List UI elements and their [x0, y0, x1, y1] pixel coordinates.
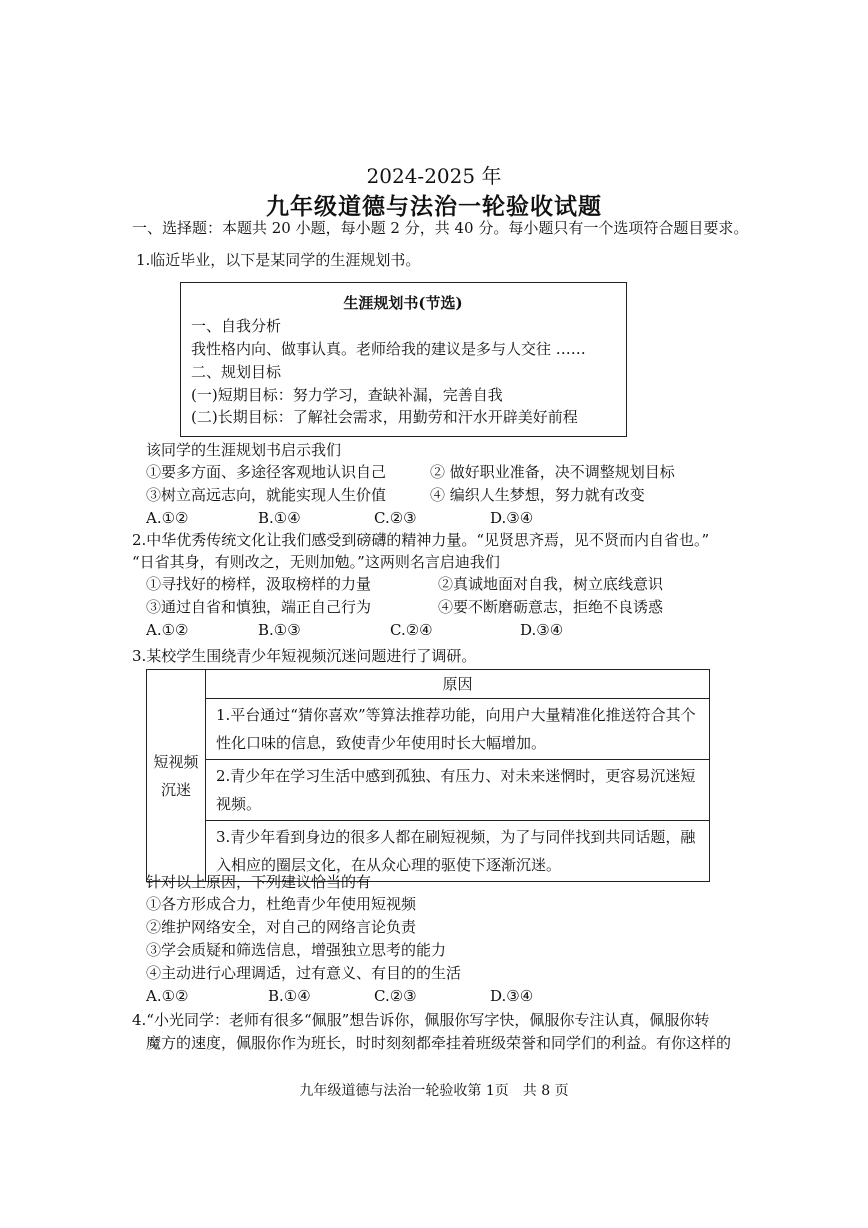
q3-statement: ④主动进行心理调适，过有意义、有目的的生活	[146, 964, 462, 982]
exam-year: 2024-2025 年	[366, 164, 502, 188]
q3-table-header: 原因	[206, 670, 710, 699]
q3-survey-table	[146, 669, 710, 882]
q3-prompt: 针对以上原因，下列建议恰当的有	[146, 873, 372, 891]
q2-stem-line2: “日省其身，有则改之，无则加勉。”这两则名言启迪我们	[132, 553, 500, 571]
q1-option-a: A.①②	[146, 509, 189, 527]
q1-box-line: (二)长期目标：了解社会需求，用勤劳和汗水开辟美好前程	[191, 408, 578, 426]
q3-table-reason: 2.青少年在学习生活中感到孤独、有压力、对未来迷惘时，更容易沉迷短视频。	[206, 760, 710, 821]
q3-statement: ②维护网络安全，对自己的网络言论负责	[146, 918, 417, 936]
q1-statement: ④ 编织人生梦想，努力就有改变	[430, 486, 645, 504]
q3-stem: 3.某校学生围绕青少年短视频沉迷问题进行了调研。	[132, 647, 477, 665]
q3-option-d: D.③④	[490, 987, 534, 1005]
q4-line2: 魔方的速度，佩服你作为班长，时时刻刻都牵挂着班级荣誉和同学们的利益。有你这样的	[146, 1034, 732, 1052]
q1-box-line: 二、规划目标	[191, 363, 282, 381]
q2-statement: ②真诚地面对自我，树立底线意识	[438, 575, 664, 593]
q3-option-c: C.②③	[374, 987, 417, 1005]
q2-statement: ④要不断磨砺意志，拒绝不良诱惑	[438, 598, 664, 616]
q2-statement: ③通过自省和慎独，端正自己行为	[146, 598, 372, 616]
q4-line1: 4.“小光同学：老师有很多“佩服”想告诉你，佩服你写字快，佩服你专注认真，佩服你转	[132, 1011, 710, 1029]
page-footer: 九年级道德与法治一轮验收第 1页 共 8 页	[299, 1083, 569, 1099]
q1-option-d: D.③④	[490, 509, 534, 527]
q3-table-row-label: 短视频沉迷	[147, 670, 206, 882]
q3-option-b: B.①④	[268, 987, 311, 1005]
q3-option-a: A.①②	[146, 987, 189, 1005]
q1-option-c: C.②③	[374, 509, 417, 527]
q3-statement: ①各方形成合力，杜绝青少年使用短视频	[146, 895, 417, 913]
exam-title: 九年级道德与法治一轮验收试题	[266, 193, 602, 220]
q2-statement: ①寻找好的榜样，汲取榜样的力量	[146, 575, 372, 593]
q2-option-c: C.②④	[390, 621, 433, 639]
q1-career-plan-box	[180, 282, 627, 437]
q1-box-line: 一、自我分析	[191, 317, 282, 335]
q1-option-b: B.①④	[258, 509, 301, 527]
q1-stem: 1.临近毕业，以下是某同学的生涯规划书。	[136, 251, 421, 269]
q3-statement: ③学会质疑和筛选信息，增强独立思考的能力	[146, 941, 447, 959]
q1-box-line: 我性格内向、做事认真。老师给我的建议是多与人交往 ……	[191, 340, 586, 358]
q1-statement: ①要多方面、多途径客观地认识自己	[146, 463, 387, 481]
q1-prompt: 该同学的生涯规划书启示我们	[146, 441, 342, 459]
q3-table-reason: 3.青少年看到身边的很多人都在刷短视频，为了与同伴找到共同话题，融入相应的圈层文化，在从众心理的驱使下逐渐沉迷。	[206, 821, 710, 882]
q1-box-line: (一)短期目标：努力学习，查缺补漏，完善自我	[191, 386, 503, 404]
q2-option-a: A.①②	[146, 621, 189, 639]
q1-statement: ③树立高远志向，就能实现人生价值	[146, 486, 387, 504]
q3-table-reason: 1.平台通过“猜你喜欢”等算法推荐功能，向用户大量精准化推送符合其个性化口味的信息，致使青少年使用时长大幅增加。	[206, 699, 710, 760]
q1-statement: ② 做好职业准备，决不调整规划目标	[430, 463, 675, 481]
q2-stem-line1: 2.中华优秀传统文化让我们感受到磅礴的精神力量。“见贤思齐焉，见不贤而内自省也。”	[132, 531, 710, 549]
q2-option-b: B.①③	[258, 621, 301, 639]
section-instruction: 一、选择题：本题共 20 小题，每小题 2 分，共 40 分。每小题只有一个选项符合题目要求。	[132, 219, 749, 237]
q1-box-title: 生涯规划书(节选)	[343, 294, 463, 312]
q2-option-d: D.③④	[520, 621, 564, 639]
